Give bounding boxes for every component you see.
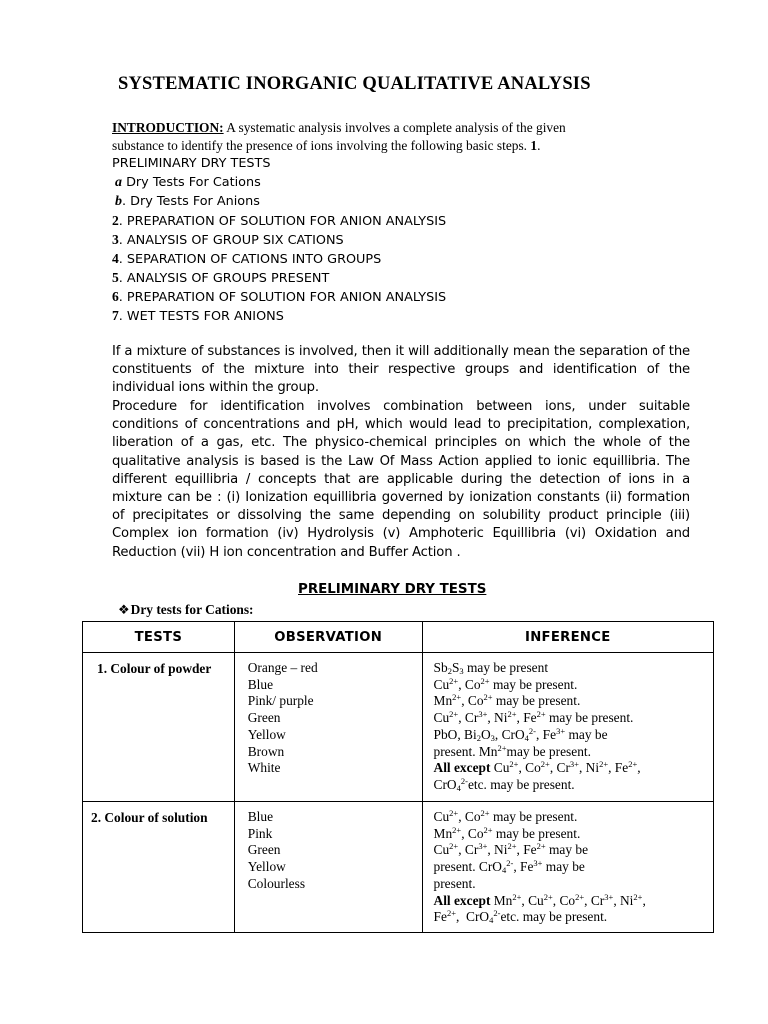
paragraph-mixture: If a mixture of substances is involved, then it will additionally mean the separation of the constituents of the mixture into their respective groups and identification of the individual ions within the group. [112, 344, 690, 396]
inference-item: All except $Cu^{2+}$, $Co^{2+}$, $Cr^{3+}$, $Ni^{2+}$, $Fe^{2+}$, [433, 759, 641, 776]
step-4-text: . SEPARATION OF CATIONS INTO GROUPS [118, 252, 382, 267]
intro-line-1 [112, 119, 566, 136]
inference-item: $Mn^{2+}$, $Co^{2+}$ may be present. [433, 692, 581, 709]
step-2-text: . PREPARATION OF SOLUTION FOR ANION ANALYSIS [118, 214, 447, 229]
step-7-text: . WET TESTS FOR ANIONS [118, 309, 284, 324]
step-1b-letter: b [115, 194, 122, 209]
step-6-number: 6 [112, 289, 119, 304]
intro-step-1-number: 1 [530, 138, 538, 153]
table-row [83, 653, 714, 802]
step-3-text: . ANALYSIS OF GROUP SIX CATIONS [118, 233, 344, 248]
observation-item: Green [247, 710, 281, 726]
test-colour-of-solution: 2. Colour of solution [83, 802, 235, 933]
inference-list [422, 653, 713, 802]
inference-item: $Fe^{2+}$, CrO$_4^{2-}$etc. may be present. [433, 908, 608, 926]
inference-list [422, 802, 713, 933]
section-title: PRELIMINARY DRY TESTS [298, 582, 487, 597]
step-3 [112, 231, 344, 249]
step-5 [112, 269, 329, 287]
test-colour-of-powder: 1. Colour of powder [83, 653, 235, 802]
subsection-title-text: Dry tests for Cations: [130, 602, 254, 617]
observation-item: Pink/ purple [247, 693, 314, 709]
observation-item: Brown [247, 743, 285, 759]
observation-item: Colourless [247, 875, 306, 891]
inference-item: $Cu^{2+}$, $Co^{2+}$ may be present. [433, 675, 578, 692]
subsection-title [118, 602, 254, 618]
observation-item: Pink [247, 825, 273, 841]
step-1a [112, 174, 261, 191]
inference-item: CrO$_4^{2-}$etc. may be present. [433, 775, 575, 793]
step-7 [112, 307, 284, 325]
observation-item: Blue [247, 676, 274, 692]
inference-item: $Cu^{2+}$, $Cr^{3+}$, $Ni^{2+}$, $Fe^{2+}$ may be present. [433, 709, 634, 726]
step-5-number: 5 [112, 270, 119, 285]
inference-item: $Cu^{2+}$, $Co^{2+}$ may be present. [433, 808, 578, 824]
table-header-row [83, 622, 714, 653]
inference-item: present. $Mn^{2+}may$ be present. [433, 742, 591, 759]
document-title: SYSTEMATIC INORGANIC QUALITATIVE ANALYSIS [118, 74, 591, 94]
intro-text-1: A systematic analysis involves a complete analysis of the given [223, 120, 566, 135]
step-2-number: 2 [112, 213, 119, 228]
observation-list [234, 653, 422, 802]
step-2 [112, 212, 446, 230]
step-1a-text: Dry Tests For Cations [122, 175, 261, 190]
step-4 [112, 250, 381, 268]
inference-item: present. CrO$_4^{2-}$, $Fe^{3+}$ may be [433, 858, 585, 876]
step-7-number: 7 [112, 308, 119, 323]
step-6-text: . PREPARATION OF SOLUTION FOR ANION ANALYSIS [118, 290, 447, 305]
step-1b-text: . Dry Tests For Anions [122, 194, 260, 209]
inference-item: All except $Mn^{2+}$, $Cu^{2+}$, $Co^{2+}$, $Cr^{3+}$, $Ni^{2+}$, [433, 891, 646, 908]
observation-item: Blue [247, 809, 274, 824]
observation-list [234, 802, 422, 933]
observation-item: Yellow [247, 726, 286, 742]
paragraph-procedure: Procedure for identification involves combination between ions, under suitable conditions of concentrations and pH, which would lead to precipitation, complexation, liberation of a gas, etc. The physico-chemical principles on which the whole of the qualitative analysis is based is the Law Of Mass Action applied to ionic equillibria. The different equillibria / concepts that are applicable during the detection of ions in a mixture can be : (i) Ionization equillibria governed by ionization constants (ii) formation of precipitates or dissolving the same depending on solubility product principle (iii) Complex ion formation (iv) Hydrolysis (v) Amphoteric Equillibria (vi) Oxidation and Reduction (vii) H ion concentration and Buffer Action . [112, 399, 690, 560]
step-3-number: 3 [112, 232, 119, 247]
inference-item: $Cu^{2+}$, $Cr^{3+}$, $Ni^{2+}$, $Fe^{2+}$ may be [433, 841, 589, 858]
intro-text-2-end: . [537, 138, 541, 153]
inference-item: $Mn^{2+}$, $Co^{2+}$ may be present. [433, 824, 581, 841]
diamond-bullet-icon: ❖ [118, 603, 130, 618]
inference-item: present. [433, 875, 476, 891]
step-1-title: PRELIMINARY DRY TESTS [112, 156, 271, 171]
dry-tests-table [82, 621, 714, 933]
step-6 [112, 288, 446, 306]
observation-item: Orange – red [247, 660, 318, 675]
intro-text-2: substance to identify the presence of ions involving the following basic steps. [112, 138, 531, 153]
step-4-number: 4 [112, 251, 119, 266]
observation-item: Yellow [247, 859, 286, 875]
inference-item: $Sb_2S_3$ may be present [433, 660, 549, 676]
step-1b [112, 193, 260, 210]
header-tests: TESTS [83, 622, 235, 653]
step-5-text: . ANALYSIS OF GROUPS PRESENT [118, 271, 330, 286]
intro-line-2 [112, 137, 540, 154]
step-1a-letter: a [115, 175, 122, 190]
observation-item: White [247, 760, 281, 776]
inference-item: PbO, $Bi_2O_3$, CrO$_4^{2-}$, $Fe^{3+}$ may be [433, 725, 608, 743]
header-inference: INFERENCE [422, 622, 713, 653]
observation-item: Green [247, 842, 281, 858]
table-row [83, 802, 714, 933]
header-observation: OBSERVATION [234, 622, 422, 653]
intro-label: INTRODUCTION: [112, 120, 224, 135]
